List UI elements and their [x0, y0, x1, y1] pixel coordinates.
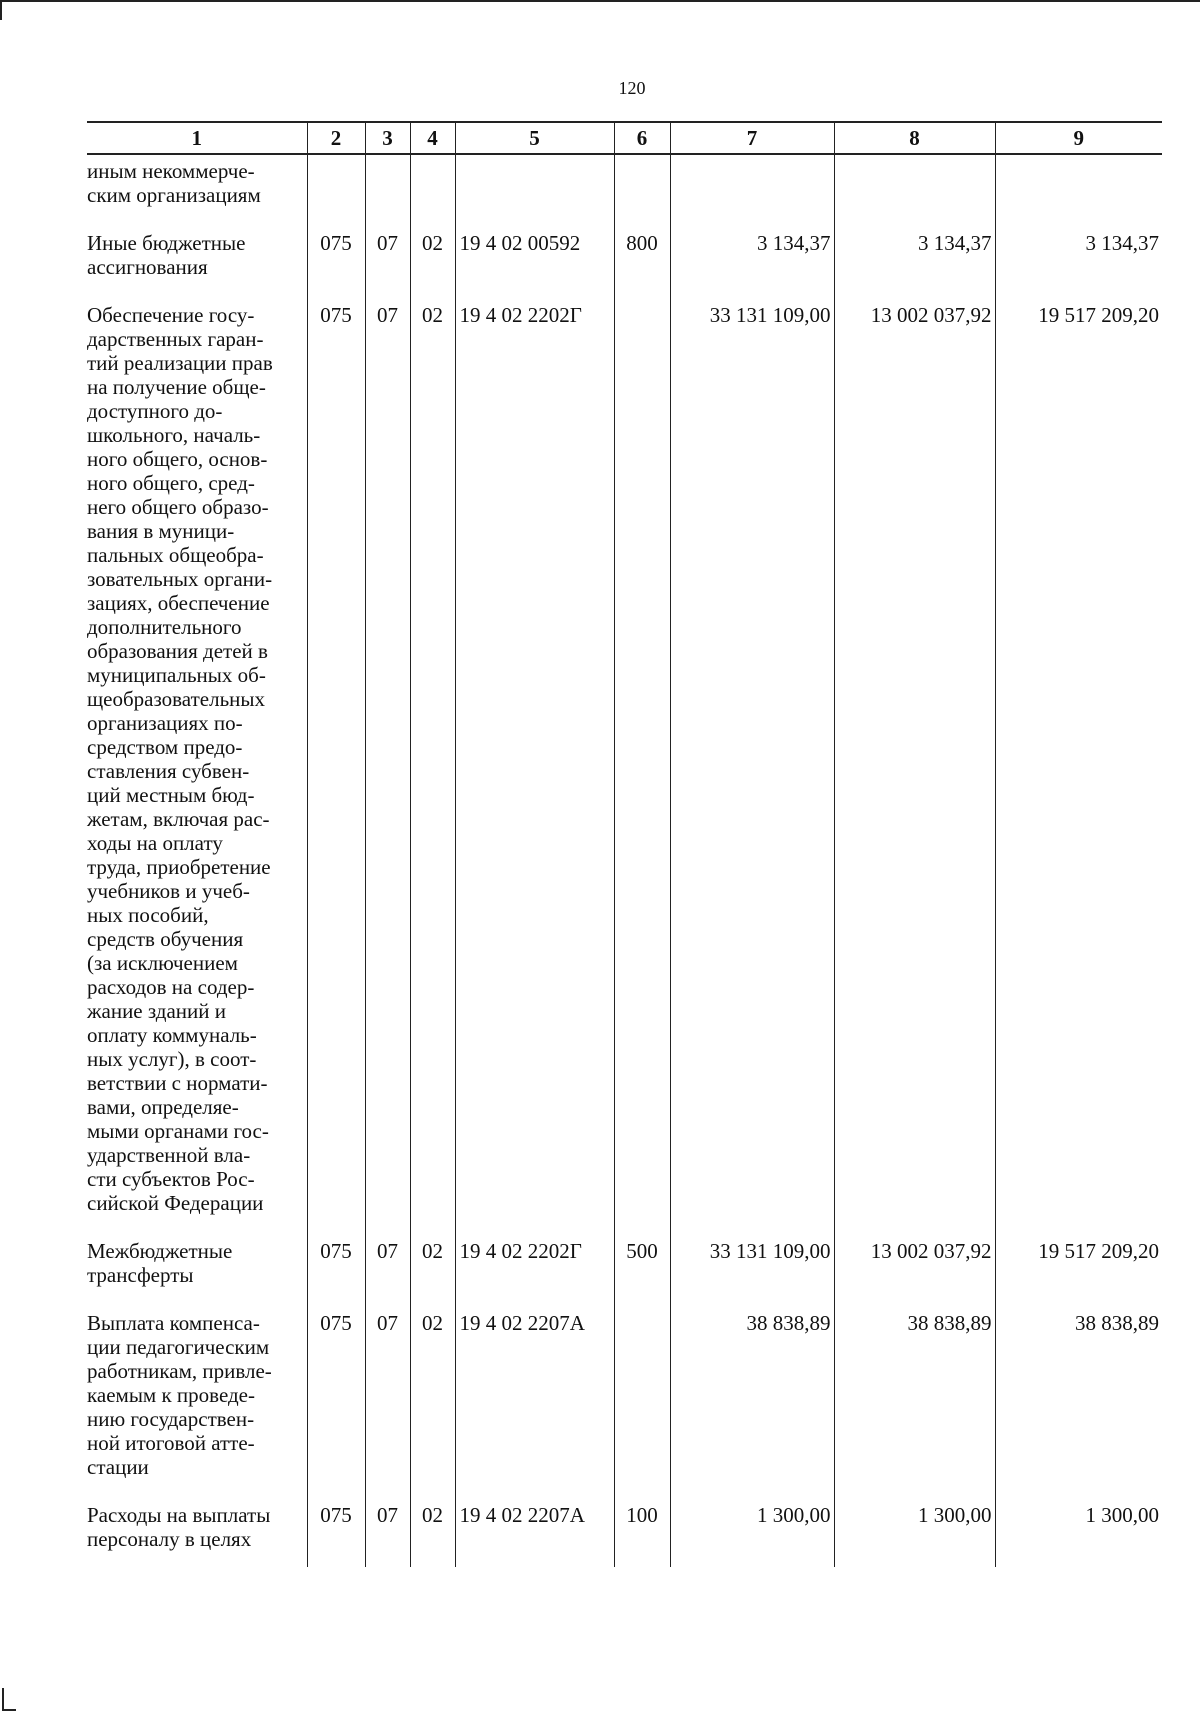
row-name: Обеспечение госу- дарственных гаран- тий реализации прав на получение обще- доступного до- школьного, началь- ного общего, основ- ного общего, сред- него общего образо- вания в муници- пальных общеобра- зовательных органи- зациях, обеспечение дополнительного образования детей в муниципальных об- щеобразовательных организациях по- средством предо- ставления субвен- ций местным бюд- жетам, включая рас- ходы на оплату труда, приобретение учебников и учеб- ных пособий, средств обучения (за исключением расходов на содер- жание зданий и оплату коммуналь- ных услуг), в соот- ветствии с нормати- вами, определяе- мыми органами гос- ударственной вла- сти субъектов Рос- сийской Федерации [87, 295, 307, 1231]
section-code: 07 [365, 1495, 410, 1567]
table-row [87, 1231, 1162, 1303]
row-name: иным некоммерче- ским организациям [87, 154, 307, 223]
column-header: 4 [410, 122, 455, 154]
amount-col9: 3 134,37 [995, 223, 1162, 295]
table-row [87, 1495, 1162, 1567]
budget-table [87, 121, 1162, 1567]
amount-col9: 19 517 209,20 [995, 295, 1162, 1231]
amount-col8: 1 300,00 [834, 1495, 995, 1567]
row-name: Выплата компенса- ции педагогическим работникам, привле- каемым к проведе- нию государствен- ной итоговой атте- стации [87, 1303, 307, 1495]
amount-col9: 38 838,89 [995, 1303, 1162, 1495]
amount-col7: 1 300,00 [670, 1495, 834, 1567]
section-code: 07 [365, 1231, 410, 1303]
column-header: 3 [365, 122, 410, 154]
amount-col9 [995, 154, 1162, 223]
amount-col8: 3 134,37 [834, 223, 995, 295]
subsection-code: 02 [410, 1231, 455, 1303]
amount-col9: 19 517 209,20 [995, 1231, 1162, 1303]
target-article-code: 19 4 02 2202Г [455, 1231, 614, 1303]
amount-col7: 3 134,37 [670, 223, 834, 295]
expense-type-code: 100 [614, 1495, 670, 1567]
subsection-code [410, 154, 455, 223]
amount-col8: 13 002 037,92 [834, 295, 995, 1231]
page-frame-top [0, 0, 1200, 2]
column-header: 7 [670, 122, 834, 154]
table-row [87, 295, 1162, 1231]
amount-col8 [834, 154, 995, 223]
subsection-code: 02 [410, 223, 455, 295]
amount-col9: 1 300,00 [995, 1495, 1162, 1567]
section-code [365, 154, 410, 223]
row-name: Расходы на выплаты персоналу в целях [87, 1495, 307, 1567]
expense-type-code [614, 1303, 670, 1495]
subsection-code: 02 [410, 1495, 455, 1567]
amount-col7: 33 131 109,00 [670, 1231, 834, 1303]
table-row [87, 1303, 1162, 1495]
column-header: 9 [995, 122, 1162, 154]
row-name: Иные бюджетные ассигнования [87, 223, 307, 295]
amount-col8: 13 002 037,92 [834, 1231, 995, 1303]
subsection-code: 02 [410, 295, 455, 1231]
section-code: 07 [365, 295, 410, 1231]
amount-col7: 33 131 109,00 [670, 295, 834, 1231]
target-article-code [455, 154, 614, 223]
expense-type-code: 800 [614, 223, 670, 295]
target-article-code: 19 4 02 2207А [455, 1495, 614, 1567]
page-frame-left [0, 0, 2, 20]
amount-col7 [670, 154, 834, 223]
column-header: 5 [455, 122, 614, 154]
target-article-code: 19 4 02 2202Г [455, 295, 614, 1231]
target-article-code: 19 4 02 00592 [455, 223, 614, 295]
amount-col8: 38 838,89 [834, 1303, 995, 1495]
ministry-code [307, 154, 365, 223]
amount-col7: 38 838,89 [670, 1303, 834, 1495]
column-header: 2 [307, 122, 365, 154]
ministry-code: 075 [307, 1231, 365, 1303]
subsection-code: 02 [410, 1303, 455, 1495]
expense-type-code [614, 295, 670, 1231]
page-frame-corner [2, 1688, 4, 1711]
row-name: Межбюджетные трансферты [87, 1231, 307, 1303]
column-header: 8 [834, 122, 995, 154]
expense-type-code: 500 [614, 1231, 670, 1303]
table-row [87, 154, 1162, 223]
section-code: 07 [365, 1303, 410, 1495]
ministry-code: 075 [307, 223, 365, 295]
ministry-code: 075 [307, 295, 365, 1231]
ministry-code: 075 [307, 1495, 365, 1567]
target-article-code: 19 4 02 2207А [455, 1303, 614, 1495]
expense-type-code [614, 154, 670, 223]
column-header: 6 [614, 122, 670, 154]
page-number: 120 [618, 78, 646, 98]
section-code: 07 [365, 223, 410, 295]
ministry-code: 075 [307, 1303, 365, 1495]
table-header-row [87, 122, 1162, 154]
table-row [87, 223, 1162, 295]
column-header: 1 [87, 122, 307, 154]
